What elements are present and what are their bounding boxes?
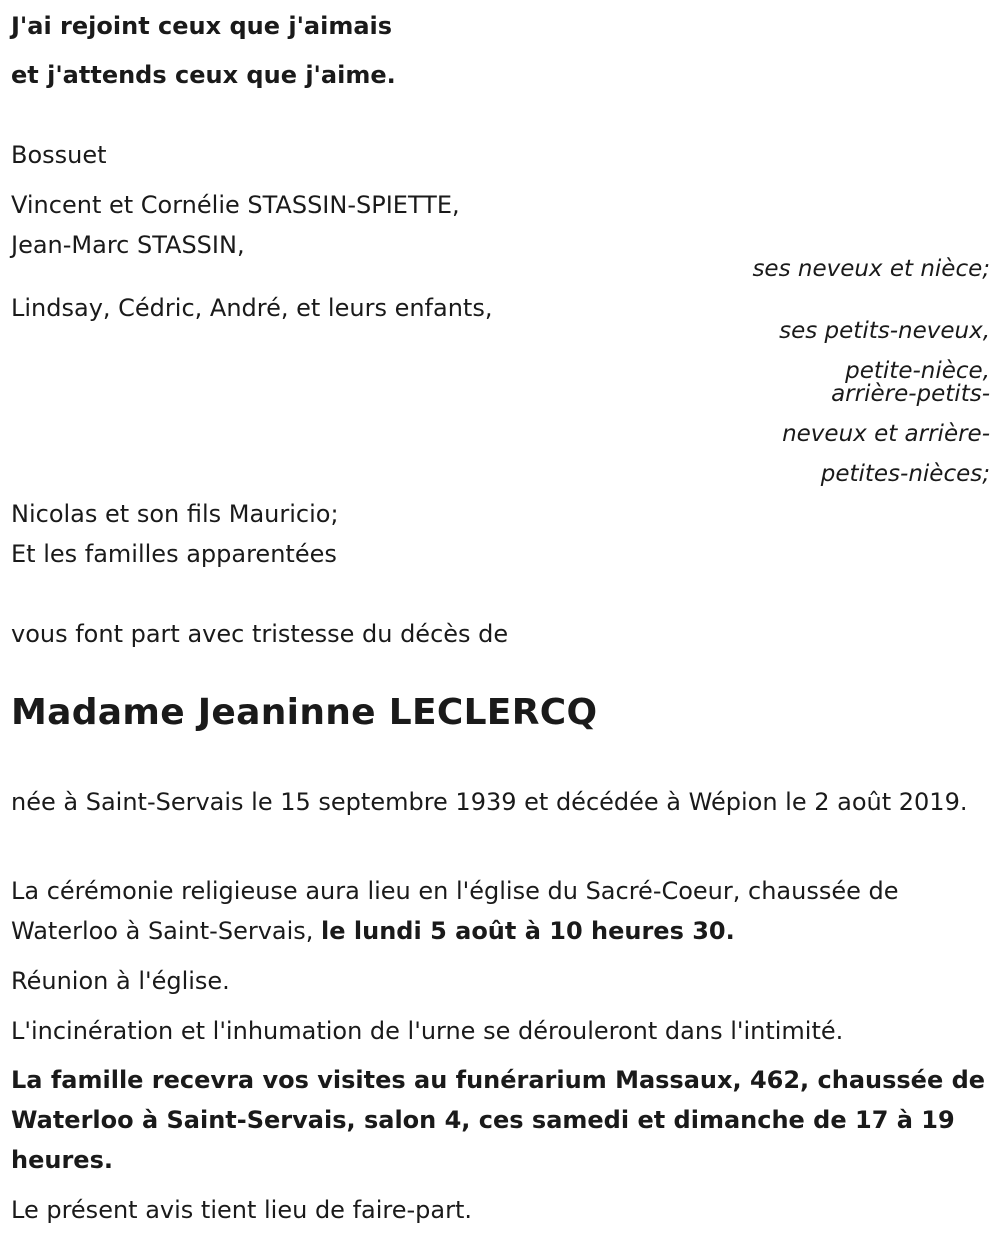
family-nephews-line-1: Vincent et Cornélie STASSIN-SPIETTE, (11, 191, 460, 219)
ceremony-time: le lundi 5 août à 10 heures 30. (321, 917, 735, 945)
family-nephews-role: ses neveux et nièce; (752, 256, 990, 282)
family-others-line-2: Et les familles apparentées (11, 540, 337, 568)
family-grandnephews-role-2: petite-nièce, (845, 358, 990, 384)
family-grandnephews-role-5: petites-nièces; (820, 461, 990, 487)
cremation-info: L'incinération et l'inhumation de l'urne se dérouleront dans l'intimité. (11, 1017, 844, 1045)
family-grandnephews-role-1: ses petits-neveux, (779, 318, 990, 344)
family-place: Bossuet (11, 141, 107, 169)
reunion-info: Réunion à l'église. (11, 967, 230, 995)
ceremony-text: La cérémonie religieuse aura lieu en l'église du Sacré-Coeur, chaussée de Waterloo à Saint-Servais, (11, 877, 899, 945)
family-grandnephews: Lindsay, Cédric, André, et leurs enfants, (11, 294, 493, 322)
family-grandnephews-role-3: arrière-petits- (831, 381, 990, 407)
epigraph-line-2: et j'attends ceux que j'aime. (11, 61, 396, 89)
ceremony-details (11, 871, 986, 951)
notice-text: Le présent avis tient lieu de faire-part. (11, 1196, 473, 1224)
birth-death-details: née à Saint-Servais le 15 septembre 1939 et décédée à Wépion le 2 août 2019. (11, 788, 968, 816)
family-others-line-1: Nicolas et son fils Mauricio; (11, 500, 339, 528)
family-grandnephews-role-4: neveux et arrière- (782, 421, 990, 447)
visits-info: La famille recevra vos visites au funérarium Massaux, 462, chaussée de Waterloo à Saint-Servais, salon 4, ces samedi et dimanche de 17 à 19 heures. (11, 1066, 986, 1174)
announcement: vous font part avec tristesse du décès de (11, 620, 509, 648)
epigraph-line-1: J'ai rejoint ceux que j'aimais (11, 12, 393, 40)
deceased-name: Madame Jeaninne LECLERCQ (11, 692, 598, 733)
family-nephews-line-2: Jean-Marc STASSIN, (11, 231, 245, 259)
